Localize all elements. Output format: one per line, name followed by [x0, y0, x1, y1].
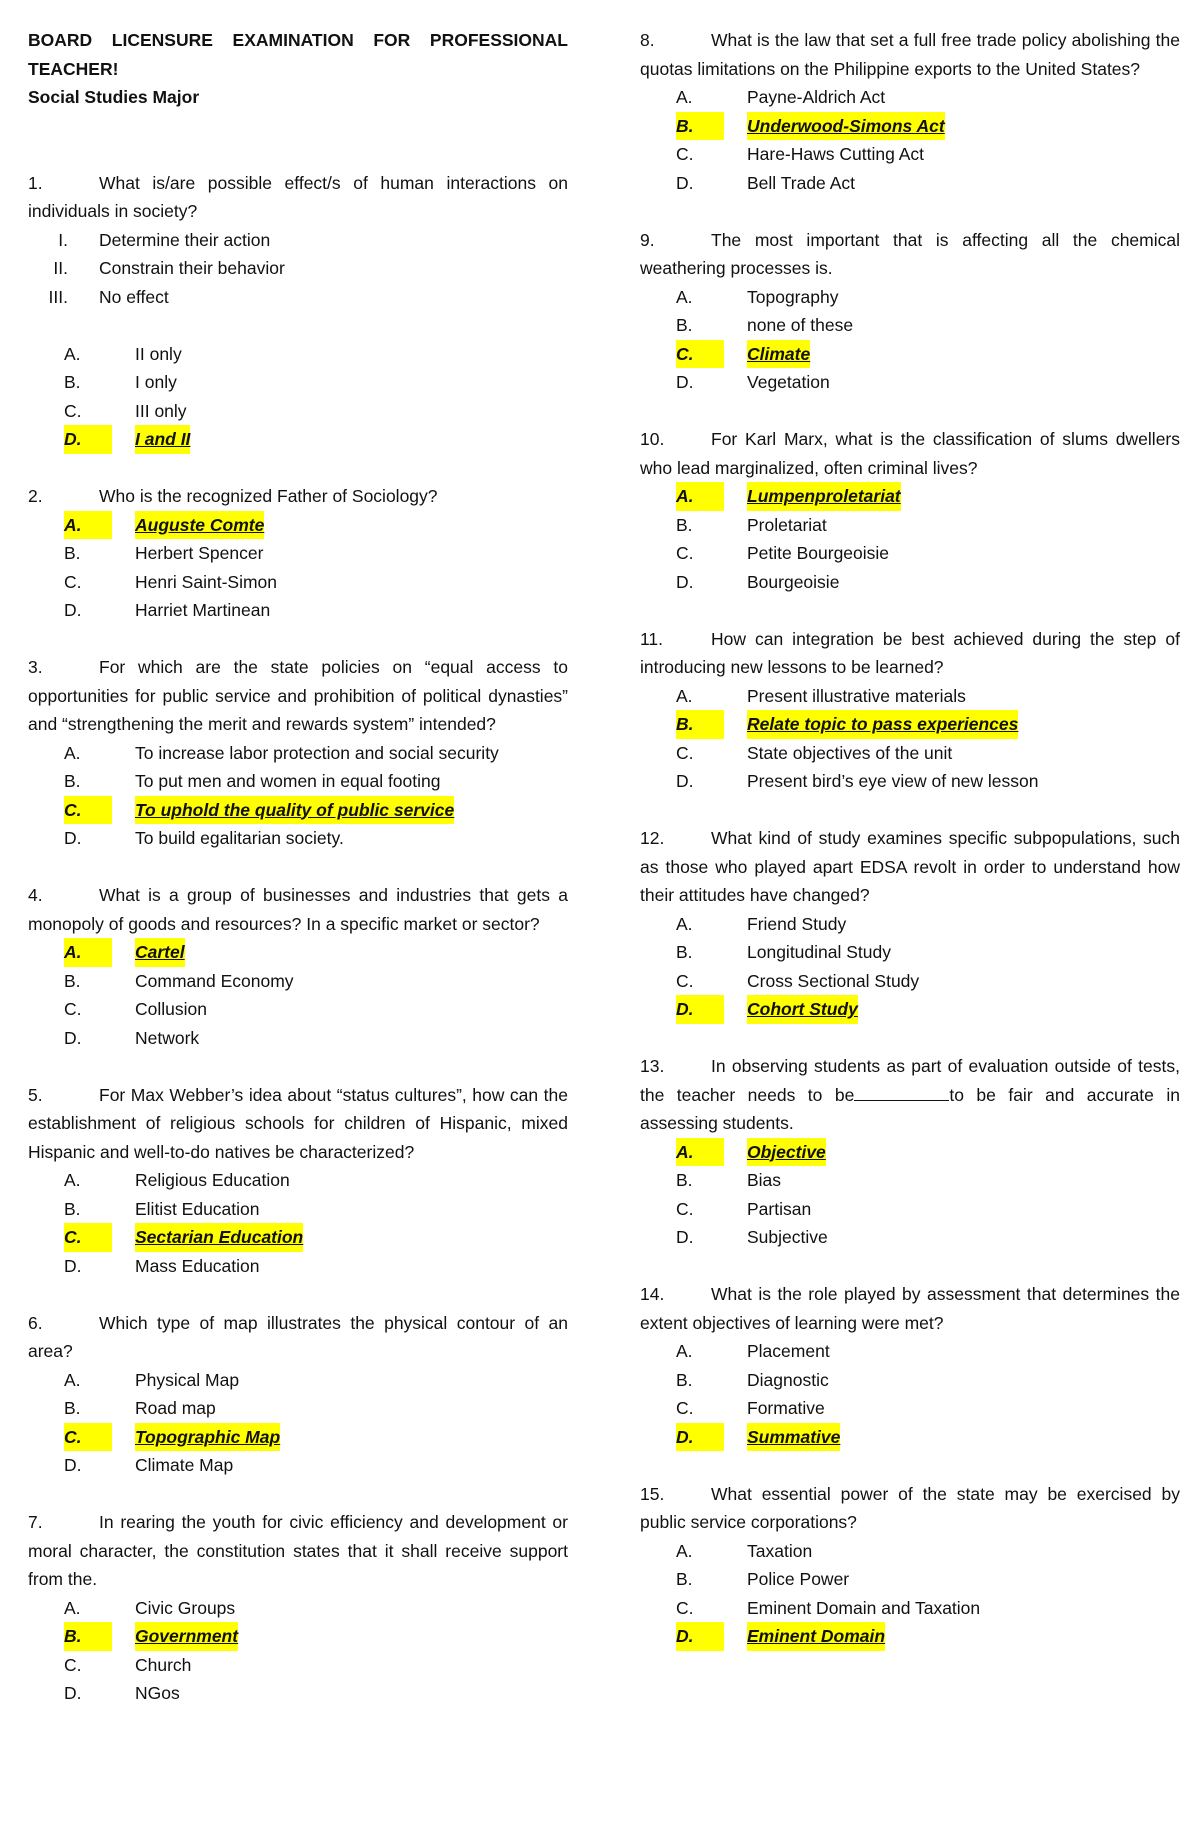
- question-number: 11.: [640, 628, 664, 649]
- question-text: For Karl Marx, what is the classification of slums dwellers who lead marginalized, often criminal lives?: [640, 429, 1180, 478]
- option: [28, 1451, 568, 1480]
- option-text: Topography: [747, 286, 839, 307]
- option-text: I only: [135, 372, 177, 392]
- option: [640, 1166, 1180, 1195]
- option: [640, 1337, 1180, 1366]
- question-stem: [640, 625, 1180, 682]
- question-stem: [28, 482, 568, 511]
- question-text: The most important that is affecting all the chemical weathering processes is.: [640, 229, 1180, 278]
- option-letter: C.: [64, 400, 82, 421]
- option-text: Lumpenproletariat: [747, 482, 901, 511]
- question-text-before: In observing students as part of evaluation outside of tests, the teacher needs to be: [640, 1056, 1180, 1105]
- question-stem: [28, 169, 568, 226]
- question-3: [28, 653, 568, 853]
- question-12: [640, 824, 1180, 1024]
- option-letter: A.: [676, 87, 693, 107]
- option-letter: D.: [64, 1027, 82, 1048]
- option-letter: D.: [676, 172, 694, 193]
- answer-option: [640, 1423, 1180, 1452]
- option-letter: A.: [64, 742, 81, 763]
- option-text: Eminent Domain and Taxation: [747, 1597, 981, 1618]
- option-letter: A.: [676, 1341, 693, 1361]
- question-stem: [28, 1081, 568, 1167]
- question-stem: [640, 1480, 1180, 1537]
- roman-item: [28, 226, 568, 255]
- option-letter: D.: [64, 425, 112, 454]
- question-stem: [28, 881, 568, 938]
- question-number: 9.: [640, 229, 655, 250]
- option-text: III only: [135, 400, 187, 421]
- question-number: 6.: [28, 1312, 43, 1333]
- option: [640, 767, 1180, 796]
- option: [640, 1366, 1180, 1395]
- roman-numeral: II.: [53, 258, 68, 278]
- question-stem: [640, 425, 1180, 482]
- option-letter: D.: [676, 571, 694, 592]
- option: [28, 340, 568, 369]
- question-stem: [28, 653, 568, 739]
- option-letter: B.: [676, 315, 693, 335]
- option-text: Eminent Domain: [747, 1622, 885, 1651]
- option-letter: C.: [676, 144, 694, 164]
- question-text: What is the law that set a full free trade policy abolishing the quotas limitations on the Philippine exports to the United States?: [640, 30, 1180, 79]
- option-text: To increase labor protection and social security: [135, 742, 499, 763]
- option-text: NGos: [135, 1683, 180, 1703]
- option-letter: A.: [676, 482, 724, 511]
- option-text: Objective: [747, 1138, 826, 1167]
- option: [28, 1394, 568, 1423]
- option-text: Climate: [747, 340, 810, 369]
- option: [28, 596, 568, 625]
- answer-option: [28, 796, 568, 825]
- option: [28, 1024, 568, 1053]
- option-letter: C.: [64, 571, 82, 592]
- option-letter: B.: [676, 112, 724, 141]
- option: [640, 511, 1180, 540]
- answer-option: [640, 340, 1180, 369]
- question-stem: [28, 1508, 568, 1594]
- question-number: 14.: [640, 1284, 665, 1304]
- option-text: Sectarian Education: [135, 1223, 303, 1252]
- option-letter: C.: [676, 970, 694, 991]
- option-text: Henri Saint-Simon: [135, 571, 277, 592]
- option-letter: A.: [676, 1138, 724, 1167]
- question-text: What is the role played by assessment that determines the extent objectives of learning were met?: [640, 1284, 1180, 1333]
- option-text: Summative: [747, 1423, 840, 1452]
- option: [640, 83, 1180, 112]
- option-letter: B.: [64, 771, 81, 791]
- option: [28, 397, 568, 426]
- question-text: What essential power of the state may be exercised by public service corporations?: [640, 1483, 1180, 1532]
- exam-title-line-1: BOARD LICENSURE EXAMINATION FOR PROFESSIONAL: [28, 30, 568, 50]
- roman-text: No effect: [99, 286, 169, 307]
- roman-numeral: I.: [58, 229, 68, 250]
- option-text: Road map: [135, 1398, 216, 1418]
- option-letter: B.: [64, 543, 81, 563]
- question-text: For which are the state policies on “equal access to opportunities for public service and prohibition of political dynasties” and “strengthening the merit and rewards system” intended?: [28, 657, 568, 734]
- option-letter: C.: [676, 1597, 694, 1618]
- option-letter: A.: [64, 343, 81, 364]
- option-text: Church: [135, 1654, 192, 1675]
- option-text: Cohort Study: [747, 995, 858, 1024]
- question-13: [640, 1052, 1180, 1252]
- question-stem: [640, 824, 1180, 910]
- answer-option: [640, 995, 1180, 1024]
- option-text: Present bird’s eye view of new lesson: [747, 771, 1039, 791]
- option: [640, 311, 1180, 340]
- option-letter: C.: [64, 1654, 82, 1675]
- answer-option: [28, 1423, 568, 1452]
- option-text: I and II: [135, 425, 190, 454]
- question-7: [28, 1508, 568, 1708]
- option-text: Placement: [747, 1341, 830, 1361]
- question-15: [640, 1480, 1180, 1651]
- option-letter: C.: [676, 742, 694, 763]
- option-text: Subjective: [747, 1227, 828, 1247]
- question-text: In rearing the youth for civic efficiency and development or moral character, the constitution states that it shall receive support from the.: [28, 1512, 568, 1589]
- option: [28, 539, 568, 568]
- option: [640, 1594, 1180, 1623]
- question-2: [28, 482, 568, 625]
- option: [28, 1195, 568, 1224]
- option: [28, 967, 568, 996]
- option-letter: C.: [64, 1223, 112, 1252]
- option-text: none of these: [747, 315, 854, 335]
- option-text: Cartel: [135, 938, 185, 967]
- question-text: How can integration be best achieved during the step of introducing new lessons to be learned?: [640, 628, 1180, 677]
- option-text: Bell Trade Act: [747, 172, 855, 193]
- option-letter: B.: [64, 1622, 112, 1651]
- question-number: 13.: [640, 1056, 665, 1076]
- option-letter: D.: [676, 1227, 694, 1247]
- option-text: Civic Groups: [135, 1597, 236, 1618]
- option: [28, 824, 568, 853]
- question-number: 3.: [28, 657, 43, 677]
- option-text: Payne-Aldrich Act: [747, 87, 886, 107]
- option-letter: A.: [676, 1540, 693, 1561]
- question-number: 4.: [28, 885, 43, 905]
- question-text: For Max Webber’s idea about “status cultures”, how can the establishment of religious schools for children of Hispanic, mixed Hispanic and well-to-do natives be characterized?: [28, 1084, 568, 1162]
- question-stem: [28, 1309, 568, 1366]
- option-letter: B.: [64, 1198, 81, 1219]
- option-text: Topographic Map: [135, 1423, 280, 1452]
- option-text: Friend Study: [747, 913, 847, 934]
- answer-option: [28, 1223, 568, 1252]
- question-number: 1.: [28, 172, 43, 193]
- exam-subtitle: Social Studies Major: [28, 87, 200, 107]
- option: [640, 169, 1180, 198]
- question-number: 5.: [28, 1084, 43, 1105]
- option: [28, 1594, 568, 1623]
- option-text: II only: [135, 343, 182, 364]
- option-letter: D.: [676, 995, 724, 1024]
- option-letter: B.: [676, 1170, 693, 1190]
- option-text: Bourgeoisie: [747, 571, 840, 592]
- option: [28, 995, 568, 1024]
- option: [640, 1537, 1180, 1566]
- option-letter: A.: [64, 1597, 81, 1618]
- option-text: Bias: [747, 1170, 782, 1190]
- question-4: [28, 881, 568, 1052]
- option: [640, 739, 1180, 768]
- option-text: Auguste Comte: [135, 511, 264, 540]
- question-number: 2.: [28, 486, 43, 506]
- answer-option: [28, 425, 568, 454]
- option-text: Network: [135, 1027, 200, 1048]
- option-text: State objectives of the unit: [747, 742, 953, 763]
- question-stem: [640, 1052, 1180, 1138]
- roman-text: Determine their action: [99, 229, 271, 250]
- roman-item: [28, 283, 568, 312]
- answer-option: [28, 938, 568, 967]
- option: [640, 1565, 1180, 1594]
- option-text: Taxation: [747, 1540, 813, 1561]
- question-number: 12.: [640, 828, 665, 848]
- answer-option: [640, 1138, 1180, 1167]
- option-text: Formative: [747, 1398, 825, 1418]
- option-letter: D.: [64, 1683, 82, 1703]
- option-letter: B.: [676, 710, 724, 739]
- option-text: Partisan: [747, 1198, 812, 1219]
- option-letter: A.: [64, 1170, 81, 1190]
- option-text: Religious Education: [135, 1170, 290, 1190]
- question-8: [640, 26, 1180, 197]
- question-text: What kind of study examines specific subpopulations, such as those who played apart EDSA revolt in order to understand how their attitudes have changed?: [640, 828, 1180, 905]
- option-letter: B.: [676, 514, 693, 535]
- option: [28, 1651, 568, 1680]
- option-letter: A.: [676, 685, 693, 706]
- option-text: Underwood-Simons Act: [747, 112, 945, 141]
- option: [28, 739, 568, 768]
- option: [640, 682, 1180, 711]
- answer-option: [640, 710, 1180, 739]
- question-text: Who is the recognized Father of Sociology?: [99, 486, 438, 506]
- left-column: [28, 26, 568, 1708]
- answer-option: [640, 112, 1180, 141]
- option-text: Petite Bourgeoisie: [747, 543, 890, 563]
- option-letter: C.: [676, 1398, 694, 1418]
- option: [640, 1394, 1180, 1423]
- option: [640, 283, 1180, 312]
- question-10: [640, 425, 1180, 596]
- option-letter: C.: [64, 796, 112, 825]
- option-letter: D.: [676, 1622, 724, 1651]
- question-text: What is a group of businesses and industries that gets a monopoly of goods and resources? In a specific market or sector?: [28, 885, 568, 934]
- question-14: [640, 1280, 1180, 1451]
- option-letter: B.: [676, 942, 693, 962]
- option-letter: B.: [676, 1369, 693, 1390]
- option-letter: C.: [64, 999, 82, 1019]
- question-stem: [640, 1280, 1180, 1337]
- option: [28, 368, 568, 397]
- option-letter: C.: [676, 543, 694, 563]
- option-letter: D.: [676, 372, 694, 392]
- option-letter: D.: [64, 600, 82, 620]
- option-text: Government: [135, 1622, 238, 1651]
- option-text: Cross Sectional Study: [747, 970, 920, 991]
- option-letter: B.: [64, 372, 81, 392]
- option-letter: D.: [676, 1423, 724, 1452]
- option-letter: D.: [64, 828, 82, 848]
- option: [640, 539, 1180, 568]
- option-letter: D.: [64, 1255, 82, 1276]
- option-text: To put men and women in equal footing: [135, 771, 441, 791]
- option: [640, 368, 1180, 397]
- option: [640, 910, 1180, 939]
- option-text: Harriet Martinean: [135, 600, 271, 620]
- option: [640, 568, 1180, 597]
- question-number: 7.: [28, 1512, 43, 1532]
- question-number: 15.: [640, 1483, 665, 1504]
- option-letter: B.: [676, 1569, 693, 1589]
- option: [28, 1679, 568, 1708]
- question-text-after: to be fair and accurate in assessing students.: [640, 1084, 1180, 1133]
- question-number: 8.: [640, 30, 655, 50]
- answer-option: [640, 1622, 1180, 1651]
- option: [28, 1366, 568, 1395]
- option: [28, 1252, 568, 1281]
- option-text: Longitudinal Study: [747, 942, 891, 962]
- option-text: Police Power: [747, 1569, 850, 1589]
- answer-blank: [854, 1084, 949, 1101]
- option: [28, 1166, 568, 1195]
- option: [28, 568, 568, 597]
- right-column: [640, 26, 1180, 1651]
- question-text: Which type of map illustrates the physical contour of an area?: [28, 1312, 568, 1361]
- option-text: To uphold the quality of public service: [135, 796, 454, 825]
- question-1: [28, 169, 568, 454]
- option-text: Vegetation: [747, 372, 830, 392]
- option-letter: A.: [64, 938, 112, 967]
- option: [640, 967, 1180, 996]
- question-11: [640, 625, 1180, 796]
- option-letter: D.: [64, 1455, 82, 1475]
- roman-numeral: III.: [48, 286, 68, 307]
- option-letter: B.: [64, 970, 81, 991]
- option: [640, 140, 1180, 169]
- option-text: Diagnostic: [747, 1369, 829, 1390]
- question-stem: [640, 226, 1180, 283]
- option-text: Command Economy: [135, 970, 294, 991]
- option-text: Physical Map: [135, 1369, 240, 1390]
- option-text: Present illustrative materials: [747, 685, 966, 706]
- option-text: Elitist Education: [135, 1198, 260, 1219]
- option-letter: C.: [676, 340, 724, 369]
- option: [28, 767, 568, 796]
- option-text: Relate topic to pass experiences: [747, 710, 1018, 739]
- roman-text: Constrain their behavior: [99, 258, 285, 278]
- option-text: Mass Education: [135, 1255, 260, 1276]
- question-number: 10.: [640, 429, 665, 449]
- answer-option: [28, 1622, 568, 1651]
- option-letter: C.: [64, 1423, 112, 1452]
- option-letter: A.: [676, 286, 693, 307]
- question-stem: [640, 26, 1180, 83]
- option-text: Proletariat: [747, 514, 827, 535]
- option-letter: A.: [64, 1369, 81, 1390]
- answer-option: [640, 482, 1180, 511]
- question-9: [640, 226, 1180, 397]
- option-text: To build egalitarian society.: [135, 828, 344, 848]
- question-text: What is/are possible effect/s of human interactions on individuals in society?: [28, 172, 568, 221]
- option: [640, 1195, 1180, 1224]
- option-letter: A.: [676, 913, 693, 934]
- question-6: [28, 1309, 568, 1480]
- option-letter: A.: [64, 511, 112, 540]
- option-text: Collusion: [135, 999, 207, 1019]
- question-5: [28, 1081, 568, 1281]
- option-letter: B.: [64, 1398, 81, 1418]
- option-text: Climate Map: [135, 1455, 234, 1475]
- option-letter: D.: [676, 771, 694, 791]
- roman-item: [28, 254, 568, 283]
- exam-title-line-2: TEACHER!: [28, 58, 119, 79]
- option-text: Hare-Haws Cutting Act: [747, 144, 925, 164]
- answer-option: [28, 511, 568, 540]
- option-letter: C.: [676, 1198, 694, 1219]
- option: [640, 1223, 1180, 1252]
- option-text: Herbert Spencer: [135, 543, 264, 563]
- option: [640, 938, 1180, 967]
